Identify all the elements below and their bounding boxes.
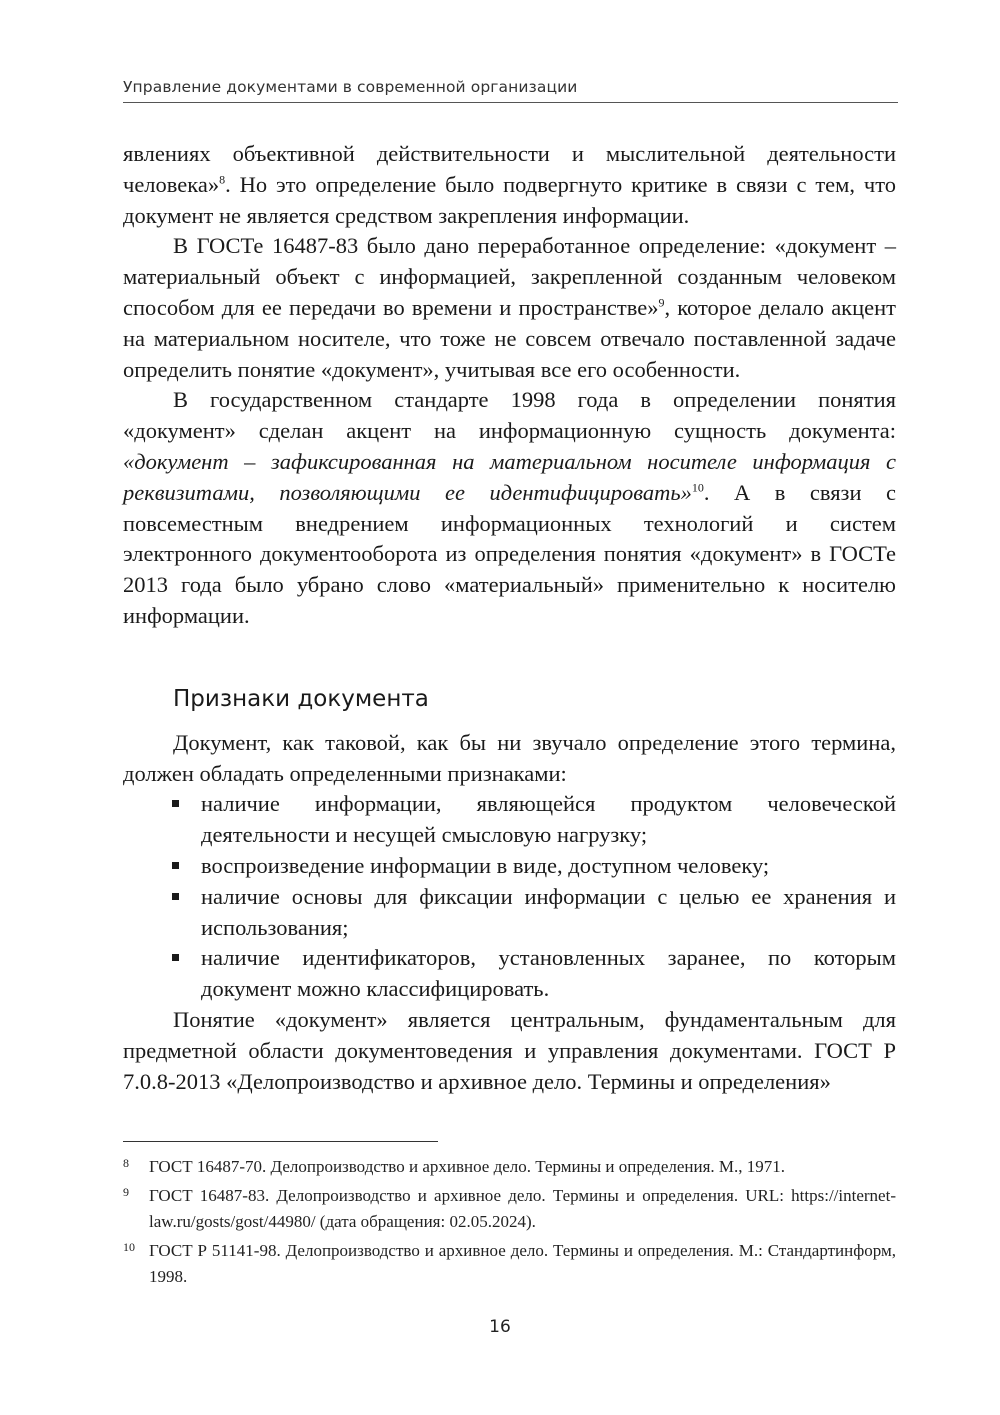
paragraph-3-definition: «документ – зафиксированная на материальном носителе информация с реквизитами, позволяющими ее идентифицировать»: [123, 448, 896, 505]
bullet-icon: [172, 954, 179, 961]
footnote-divider: [123, 1141, 438, 1142]
running-title: Управление документами в современной организации: [123, 78, 578, 96]
paragraph-3-text: В государственном стандарте 1998 года в определении понятия «документ» сделан акцент на информационную сущность документа:: [123, 387, 896, 444]
footnote-ref-9[interactable]: 9: [658, 295, 665, 310]
features-list: [123, 789, 896, 1005]
list-item-text: наличие основы для фиксации информации с целью ее хранения и использования;: [201, 883, 896, 940]
footnote-text: ГОСТ Р 51141-98. Делопроизводство и архивное дело. Термины и определения. М.: Стандартинформ, 1998.: [149, 1241, 896, 1286]
list-item-text: наличие информации, являющейся продуктом человеческой деятельности и несущей смысловую нагрузку;: [201, 791, 896, 848]
main-text: [123, 139, 896, 1097]
page-number: 16: [489, 1317, 511, 1337]
footnote-10: [123, 1238, 896, 1290]
paragraph-1-text-cont: . Но это определение было подвергнуто критике в связи с тем, что документ не является средством закрепления информации.: [123, 171, 896, 228]
list-item: [201, 882, 896, 944]
list-item-text: наличие идентификаторов, установленных заранее, по которым документ можно классифицировать.: [201, 945, 896, 1002]
footnote-text: ГОСТ 16487-83. Делопроизводство и архивное дело. Термины и определения. URL: https://internet-law.ru/gosts/gost/44980/ (дата обращения: 02.05.2024).: [149, 1186, 896, 1231]
paragraph-2-text-cont: , которое делало акцент на материальном носителе, что тоже не совсем отвечало поставленной задаче определить понятие «документ», учитывая все его особенности.: [123, 294, 897, 382]
header-divider: [123, 102, 898, 103]
bullet-icon: [172, 893, 179, 900]
footnote-number: 10: [123, 1240, 135, 1254]
footnote-ref-8[interactable]: 8: [219, 172, 226, 187]
section-heading: Признаки документа: [173, 685, 429, 712]
closing-paragraph: Понятие «документ» является центральным, фундаментальным для предметной области документоведения и управления документами. ГОСТ Р 7.0.8-2013 «Делопроизводство и архивное дело. Термины и определения»: [123, 1006, 896, 1094]
list-item-text: воспроизведение информации в виде, доступном человеку;: [201, 852, 770, 878]
bullet-icon: [172, 800, 179, 807]
footnote-8: [123, 1154, 896, 1180]
paragraph-1: [123, 139, 896, 231]
bullet-icon: [172, 862, 179, 869]
footnotes: [123, 1154, 896, 1293]
paragraph-3: [123, 385, 896, 631]
footnote-text: ГОСТ 16487-70. Делопроизводство и архивное дело. Термины и определения. М., 1971.: [149, 1157, 786, 1176]
footnote-number: 8: [123, 1156, 129, 1170]
paragraph-2-text: В ГОСТе 16487-83 было дано переработанное определение: «документ – материальный объект с информацией, закрепленной созданным человеком способом для ее передачи во времени и пространстве»: [123, 233, 896, 320]
footnote-9: [123, 1183, 896, 1235]
footnote-ref-10[interactable]: 10: [691, 480, 704, 495]
section-intro: Документ, как таковой, как бы ни звучало определение этого термина, должен обладать определенными признаками:: [123, 729, 896, 786]
paragraph-3-text-cont: . А в связи с повсеместным внедрением информационных технологий и систем электронного документооборота из определения понятия «документ» в ГОСТе 2013 года было убрано слово «материальный» применительно к носителю информации.: [123, 479, 896, 628]
list-item: [201, 851, 896, 882]
paragraph-2: [123, 231, 896, 385]
footnote-number: 9: [123, 1185, 129, 1199]
list-item: [201, 943, 896, 1005]
paragraph-1-text: явлениях объективной действительности и мыслительной деятельности человека»: [123, 141, 896, 197]
list-item: [201, 789, 896, 851]
